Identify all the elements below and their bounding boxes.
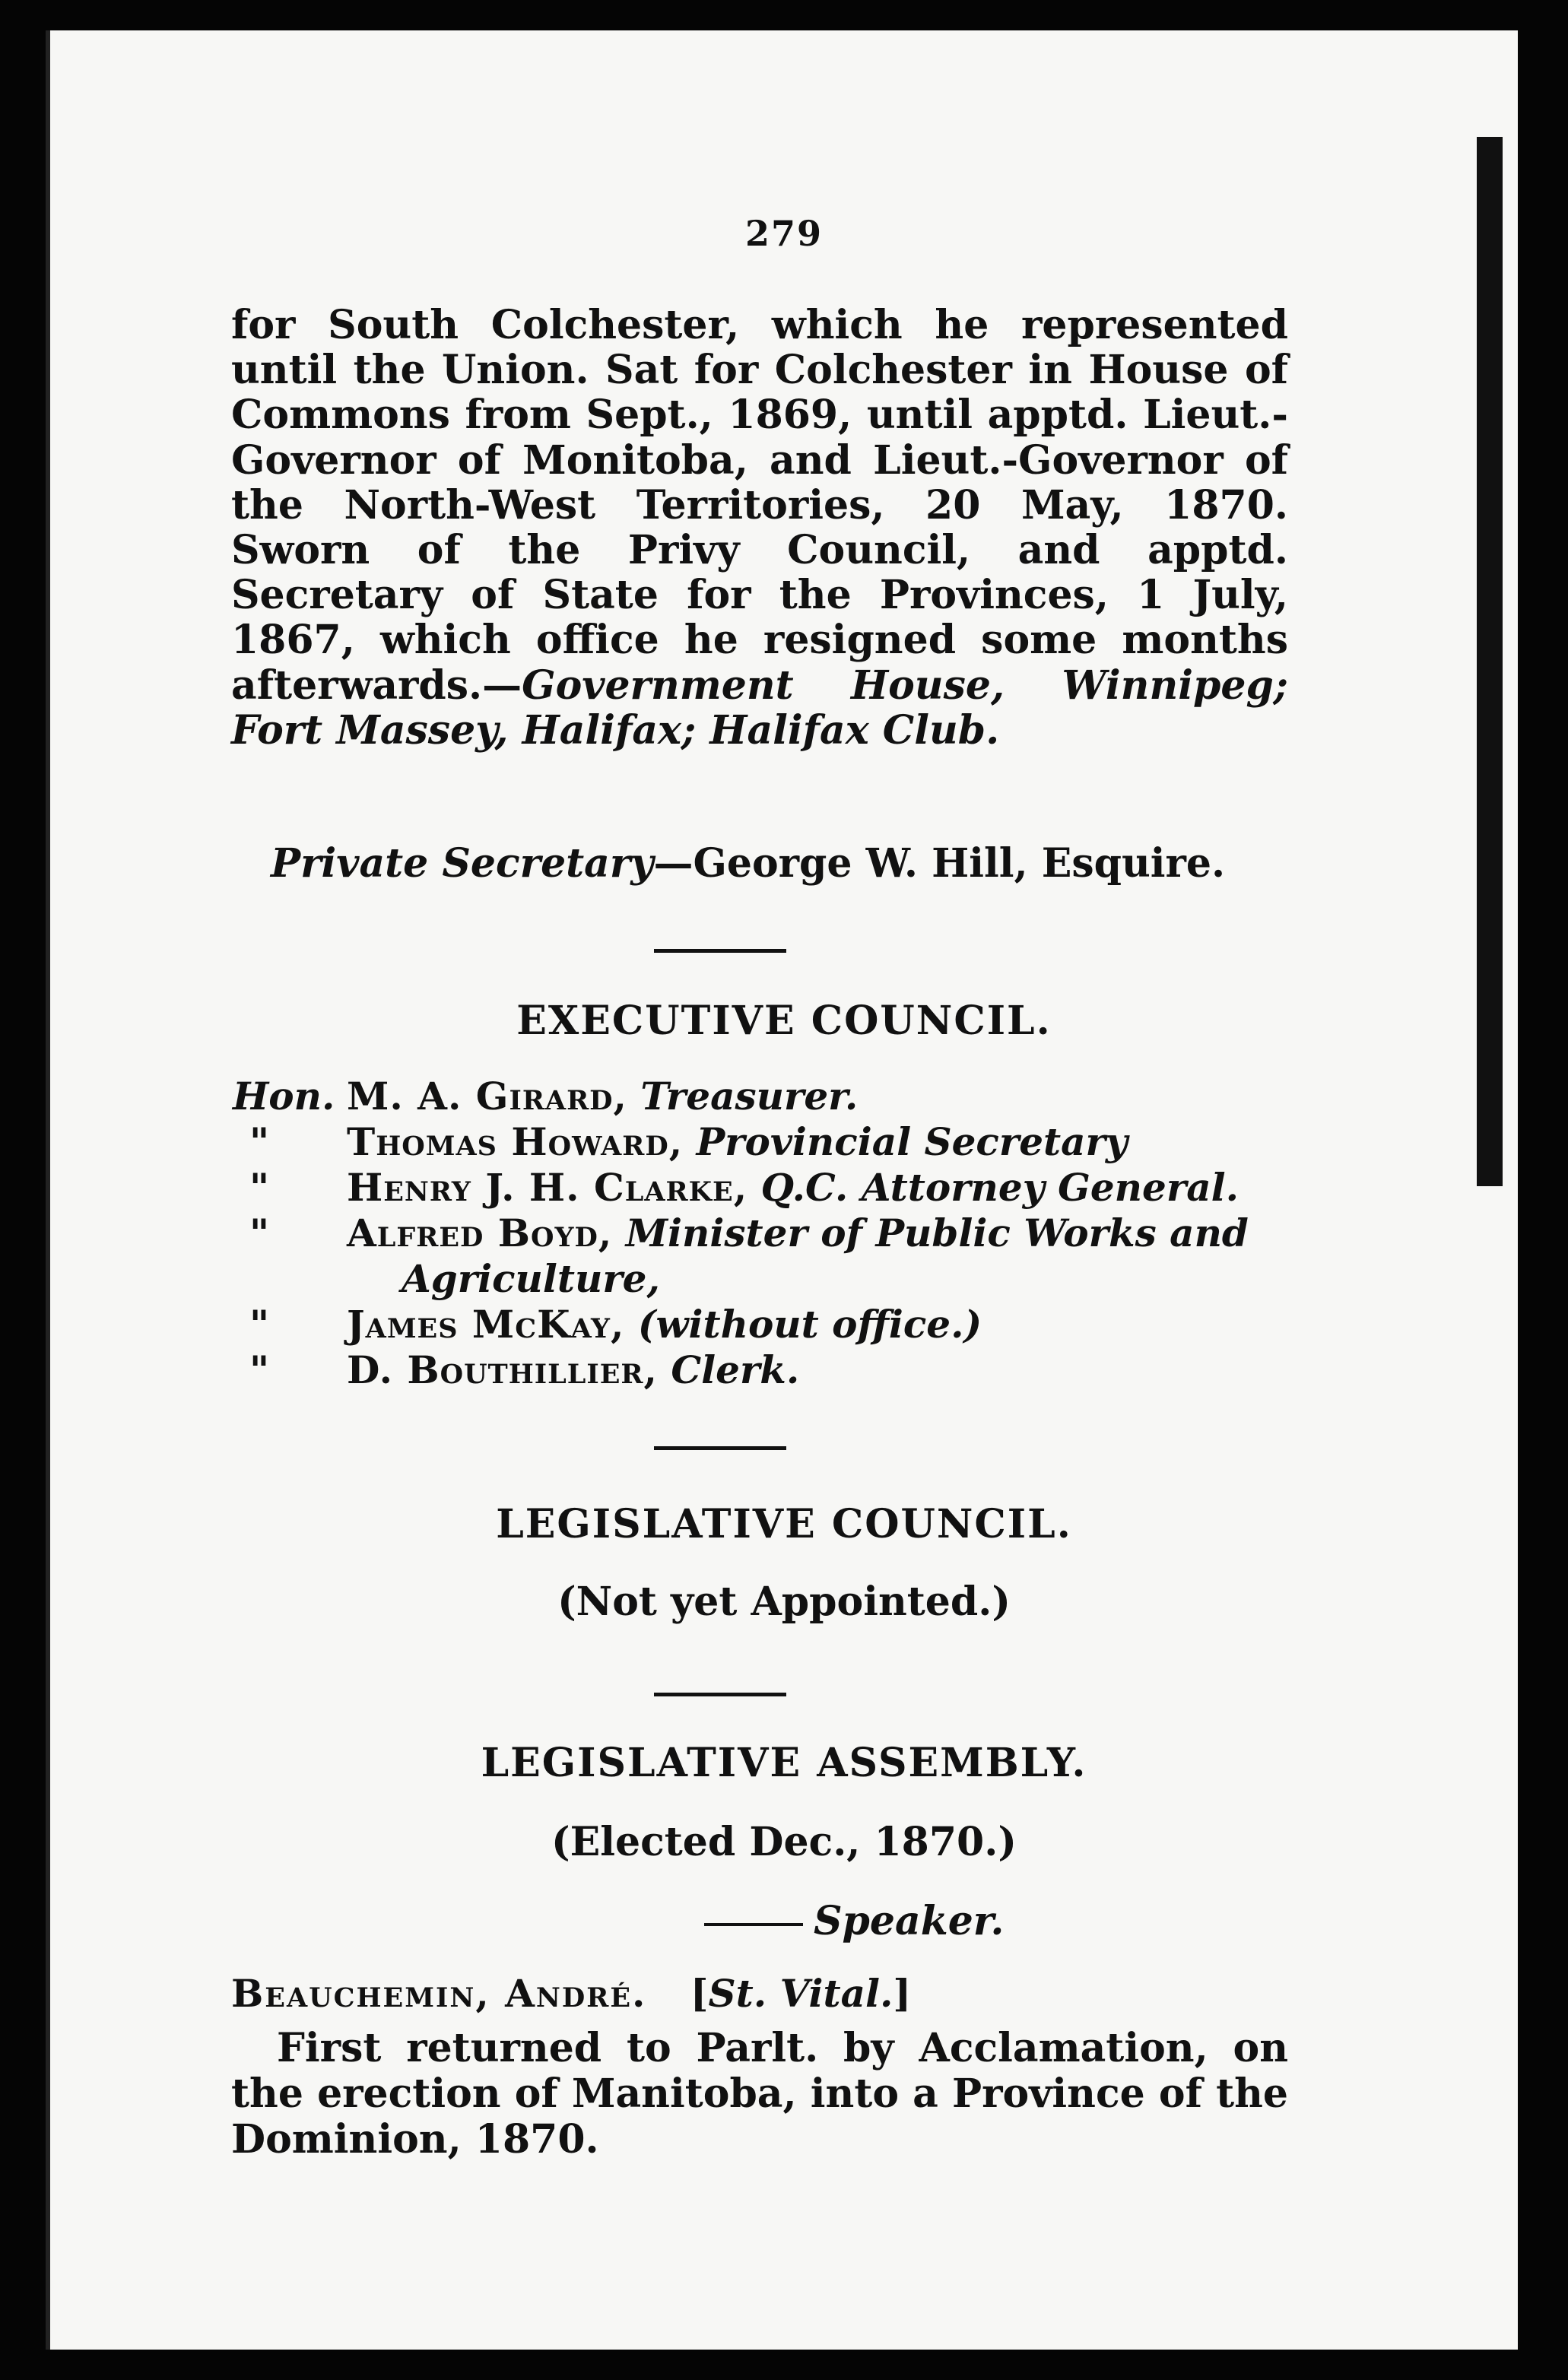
member-name: Beauchemin, André.: [231, 1971, 647, 2016]
member-name: Henry J. H. Clarke,: [347, 1165, 748, 1210]
entry-note: First returned to Parlt. by Acclamation, on the erection of Manitoba, into a Province of the Dominion, 1870.: [231, 2025, 1288, 2163]
biography-addresses: Government House, Winnipeg; Fort Massey, Halifax; Halifax Club.: [231, 662, 1288, 754]
member-prefix: ": [249, 1347, 270, 1392]
speaker-label: Speaker.: [814, 1898, 1005, 1944]
member-name: Alfred Boyd,: [347, 1211, 613, 1255]
assembly-entry: [231, 1971, 1296, 2016]
member-role: (without office.): [637, 1302, 982, 1347]
council-member: [233, 1347, 1297, 1393]
executive-council-heading: EXECUTIVE COUNCIL.: [516, 998, 1052, 1044]
member-name: Thomas Howard,: [347, 1119, 684, 1164]
private-secretary: [271, 841, 1290, 887]
legislative-assembly-heading: LEGISLATIVE ASSEMBLY.: [481, 1740, 1087, 1786]
member-name: D. Bouthillier,: [347, 1347, 658, 1392]
council-member: [233, 1211, 1297, 1302]
member-prefix: ": [249, 1165, 270, 1210]
member-role: Q.C. Attorney General.: [760, 1165, 1239, 1210]
constituency: [St. Vital.]: [690, 1971, 912, 2016]
member-name: James McKay,: [347, 1302, 625, 1347]
section-divider: [654, 949, 786, 953]
council-member: [233, 1302, 1297, 1347]
member-role: Clerk.: [671, 1347, 800, 1392]
member-prefix: ": [249, 1302, 270, 1347]
speaker-blank: [704, 1923, 803, 1926]
section-divider: [654, 1446, 786, 1450]
private-secretary-value: —George W. Hill, Esquire.: [653, 840, 1226, 887]
member-role: Provincial Secretary: [696, 1119, 1128, 1164]
page-number: 279: [744, 213, 824, 254]
biography-paragraph: [231, 303, 1288, 753]
member-prefix: Hon.: [233, 1074, 335, 1119]
legislative-council-note: (Not yet Appointed.): [557, 1579, 1011, 1625]
biography-text: for South Colchester, which he represented until the Union. Sat for Colchester in House of Commons from Sept., 1869, until apptd. Lieut.-Governor of Monitoba, and Lieut.-Governor of the North-West Territories, 20 May, 1870. Sworn of the Privy Council, and apptd. Secretary of State for the Provinces, 1 July, 1867, which office he resigned some months afterwards.—: [231, 302, 1288, 709]
member-prefix: ": [249, 1211, 270, 1255]
member-role-continuation: Agriculture,: [402, 1256, 660, 1301]
legislative-council-heading: LEGISLATIVE COUNCIL.: [496, 1501, 1072, 1547]
member-role: Treasurer.: [640, 1074, 859, 1119]
council-member: [233, 1074, 1297, 1119]
section-divider: [654, 1693, 786, 1696]
private-secretary-label: Private Secretary: [271, 840, 654, 887]
member-role: Minister of Public Works and: [625, 1211, 1249, 1255]
page: [46, 30, 1518, 2350]
council-member: [233, 1165, 1297, 1211]
legislative-assembly-note: (Elected Dec., 1870.): [551, 1819, 1017, 1865]
member-name: M. A. Girard,: [347, 1074, 627, 1119]
speaker-line: [704, 1898, 1005, 1944]
council-member: [233, 1119, 1297, 1165]
member-prefix: ": [249, 1119, 270, 1164]
constituency-name: St. Vital.: [708, 1971, 894, 2016]
